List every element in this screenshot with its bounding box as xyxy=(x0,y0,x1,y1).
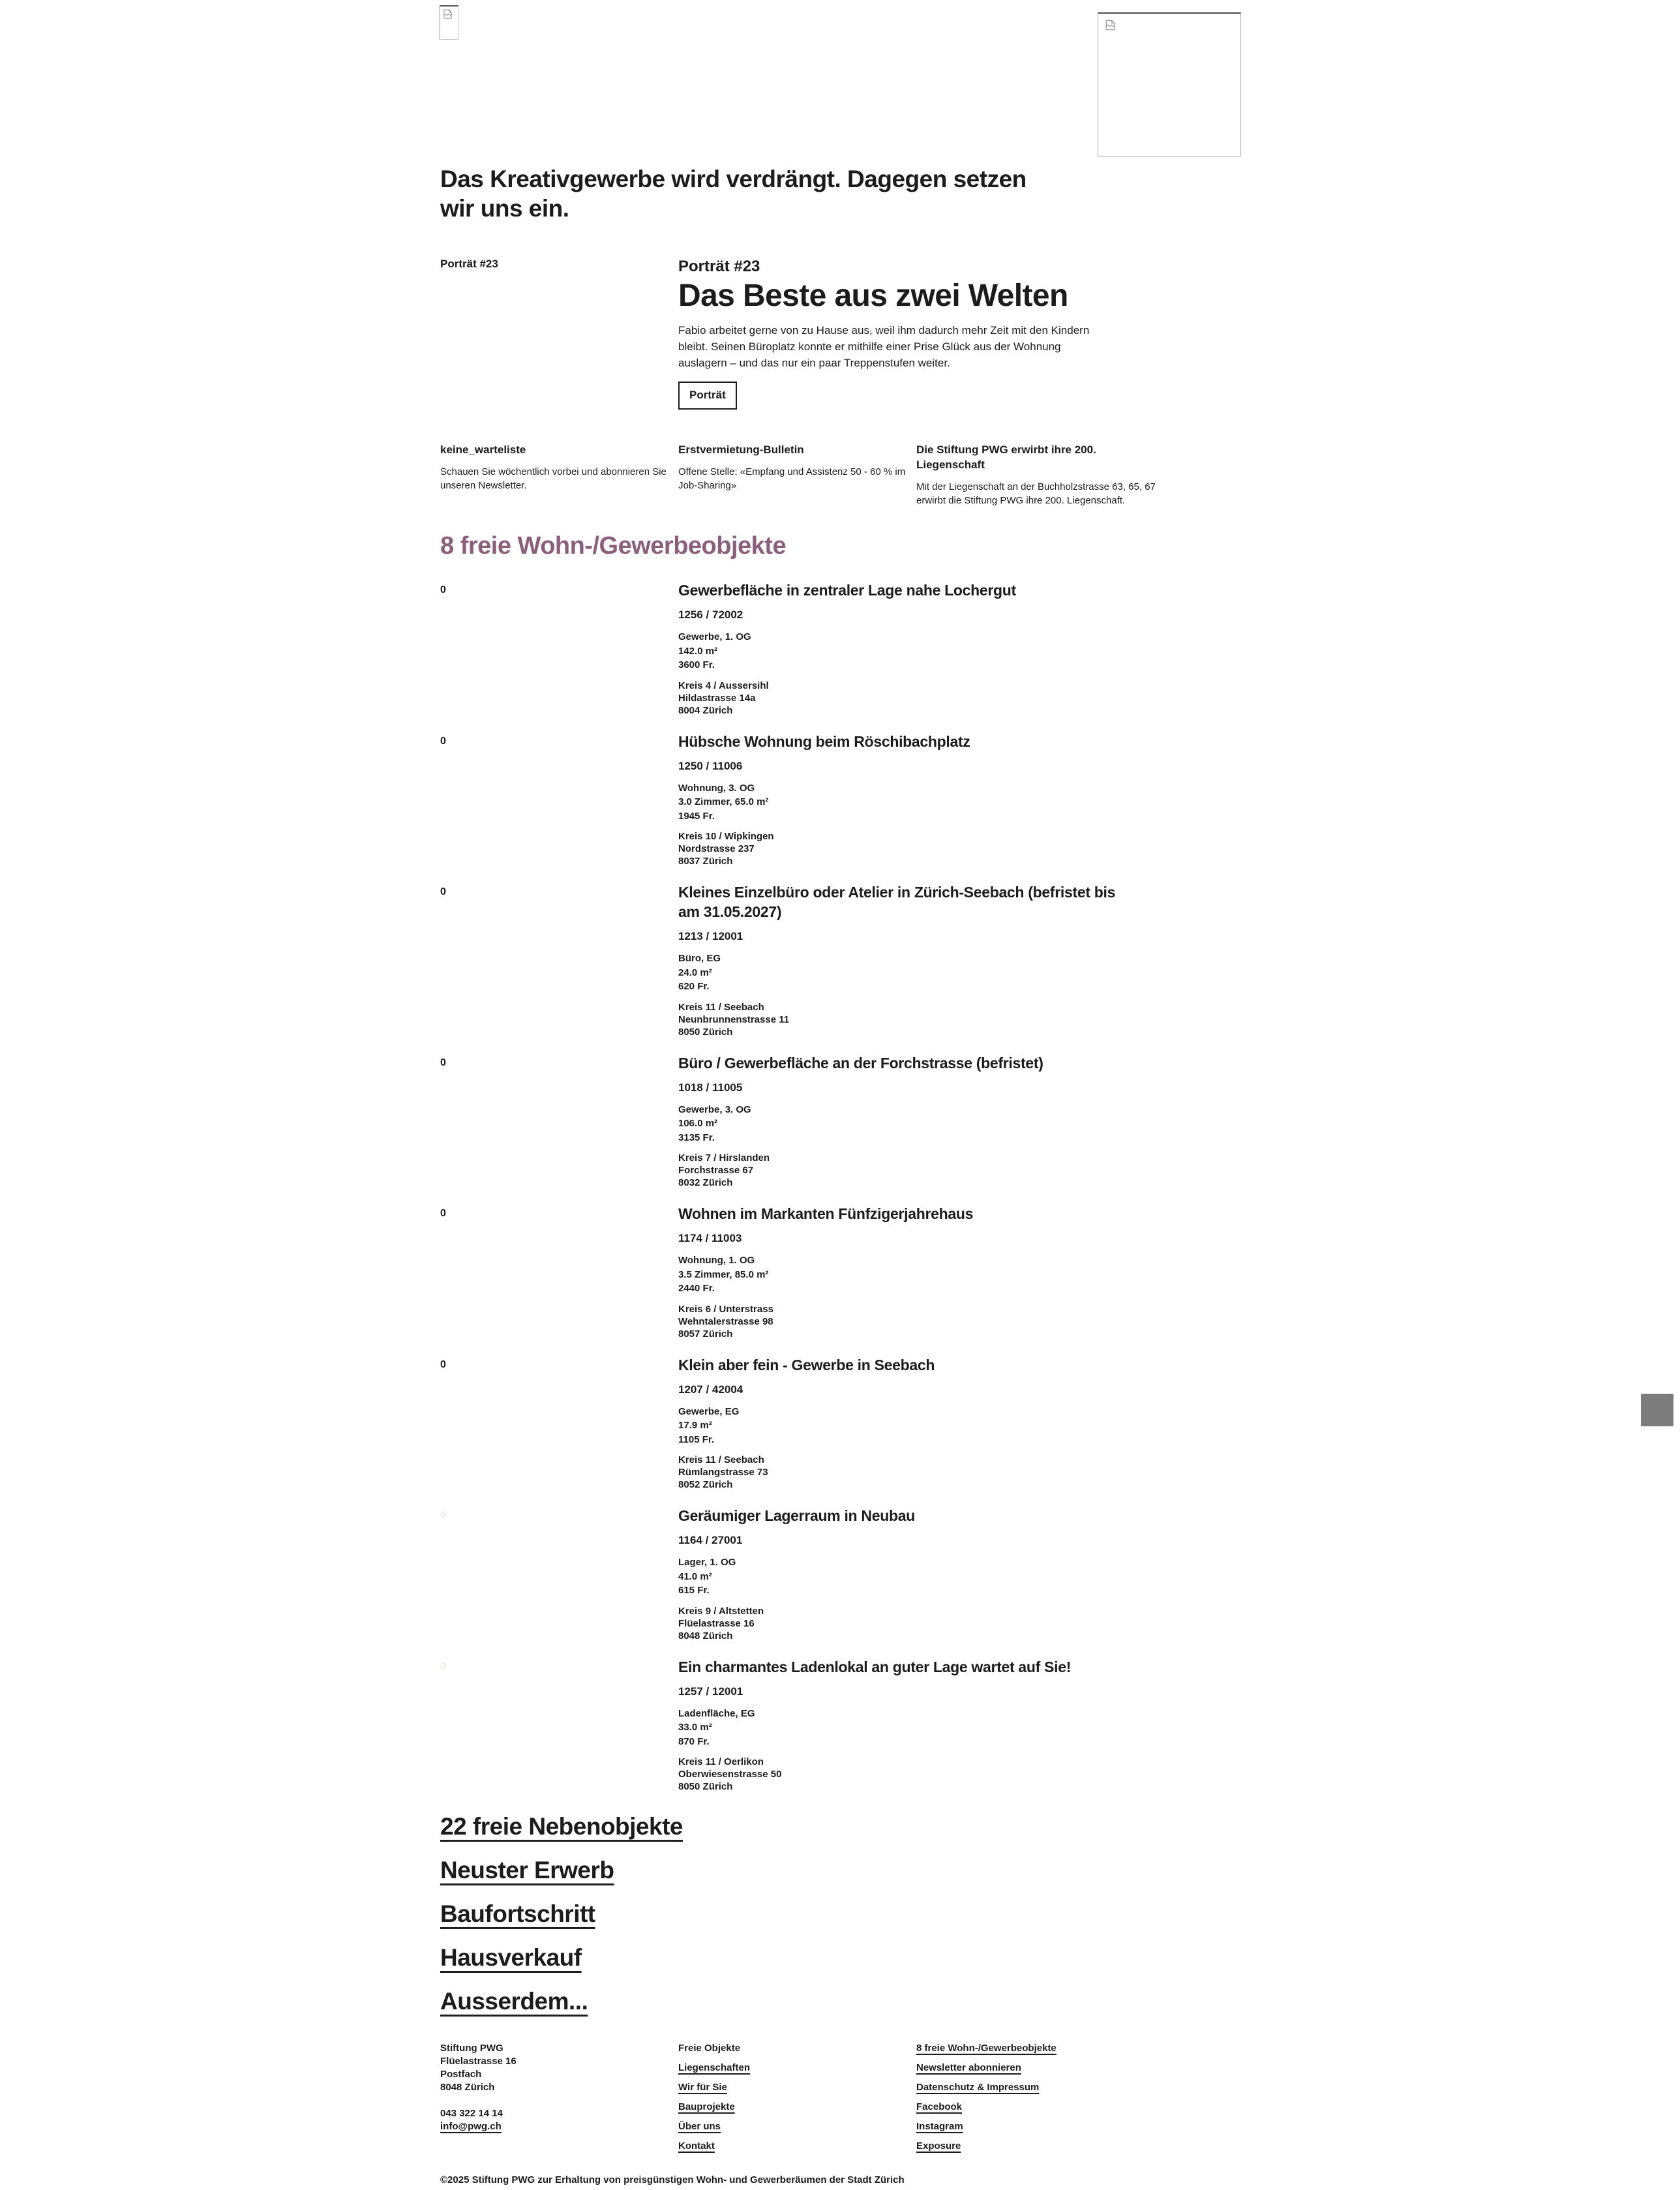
portrait-section xyxy=(440,257,1680,410)
listing-image-placeholder: 0 xyxy=(440,1057,446,1068)
footer-contact xyxy=(440,2107,678,2133)
listing-address-block xyxy=(678,680,1135,717)
text-line: Wohnung, 3. OG xyxy=(678,782,755,794)
intro-heading: Das Kreativgewerbe wird verdrängt. Dagegen setzen wir uns ein. xyxy=(440,166,1027,222)
listing-image-placeholder: 0 xyxy=(440,1660,446,1672)
text-line: Kreis 9 / Altstetten xyxy=(678,1605,764,1617)
listing-row xyxy=(440,1053,1680,1190)
footer-email-link[interactable]: info@pwg.ch xyxy=(440,2121,502,2132)
footer-link-kontakt[interactable]: Kontakt xyxy=(678,2140,715,2152)
listings xyxy=(440,580,1680,1793)
footer-link-ueber-uns[interactable]: Über uns xyxy=(678,2121,721,2132)
text-line: 8032 Zürich xyxy=(678,1177,733,1188)
footer-phone: 043 322 14 14 xyxy=(440,2108,503,2119)
text-line: 2440 Fr. xyxy=(678,1283,715,1294)
portrait-kicker-left: Porträt #23 xyxy=(440,258,498,270)
footer-link-liegenschaften[interactable]: Liegenschaften xyxy=(678,2062,751,2073)
text-line: 8050 Zürich xyxy=(678,1026,733,1038)
text-line: Kreis 11 / Oerlikon xyxy=(678,1756,764,1767)
copyright-notice: ©2025 Stiftung PWG zur Erhaltung von preisgünstigen Wohn- und Gewerberäumen der Stadt Zürich xyxy=(440,2174,905,2185)
listing-row xyxy=(440,882,1680,1038)
broken-image-placeholder-large xyxy=(1098,12,1241,157)
teaser-title[interactable]: Die Stiftung PWG erwirbt ihre 200. Liegenschaft xyxy=(916,443,1096,471)
listing-row xyxy=(440,1204,1680,1340)
listing-type-block xyxy=(678,781,1135,824)
listing-row xyxy=(440,1657,1680,1793)
link-ausserdem[interactable]: Ausserdem... xyxy=(440,1988,588,2015)
listing-row xyxy=(440,732,1680,868)
listing-title-link[interactable]: Klein aber fein - Gewerbe in Seebach xyxy=(678,1356,935,1373)
text-line: 142.0 m² xyxy=(678,645,718,657)
broken-image-icon xyxy=(442,8,458,20)
listing-title-link[interactable]: Kleines Einzelbüro oder Atelier in Zürich-Seebach (befristet bis am 31.05.2027) xyxy=(678,884,1116,920)
listing-details xyxy=(678,1053,1135,1190)
text-line: 615 Fr. xyxy=(678,1585,710,1596)
text-line: 1105 Fr. xyxy=(678,1433,715,1445)
link-hausverkauf[interactable]: Hausverkauf xyxy=(440,1944,582,1971)
listing-details xyxy=(678,1204,1135,1340)
listing-details xyxy=(678,1506,1135,1642)
text-line: Wehntalerstrasse 98 xyxy=(678,1315,773,1327)
listing-id: 1257 / 12001 xyxy=(678,1685,743,1698)
text-line: 1945 Fr. xyxy=(678,810,715,822)
text-line: 3135 Fr. xyxy=(678,1132,715,1143)
link-baufortschritt[interactable]: Baufortschritt xyxy=(440,1900,595,1927)
footer xyxy=(440,2042,1680,2159)
listing-type-block xyxy=(678,1707,1135,1749)
portrait-main xyxy=(678,257,1680,410)
listing-id: 1256 / 72002 xyxy=(678,608,743,621)
footer-link-bauprojekte[interactable]: Bauprojekte xyxy=(678,2101,735,2112)
listing-row xyxy=(440,1506,1680,1642)
broken-image-placeholder-small xyxy=(440,5,458,40)
text-line: Forchstrasse 67 xyxy=(678,1165,754,1176)
text-line: Kreis 11 / Seebach xyxy=(678,1001,764,1013)
scroll-to-top-button[interactable] xyxy=(1641,1394,1673,1426)
listing-image-placeholder: 0 xyxy=(440,735,446,747)
listing-type-block xyxy=(678,1103,1135,1145)
text-line: Flüelastrasse 16 xyxy=(678,1617,755,1629)
listing-id: 1213 / 12001 xyxy=(678,930,743,942)
teaser-title[interactable]: Erstvermietung-Bulletin xyxy=(678,443,804,456)
text-line: Wohnung, 1. OG xyxy=(678,1255,755,1266)
link-neuster-erwerb[interactable]: Neuster Erwerb xyxy=(440,1857,614,1883)
text-line: Kreis 10 / Wipkingen xyxy=(678,831,774,842)
listing-type-block xyxy=(678,1405,1135,1447)
text-line: Gewerbe, 3. OG xyxy=(678,1103,751,1115)
teaser-body: Schauen Sie wöchentlich vorbei und abonnieren Sie unseren Newsletter. xyxy=(440,466,667,491)
teaser-row xyxy=(440,442,1680,507)
listing-type-block xyxy=(678,1555,1135,1598)
listing-row xyxy=(440,580,1680,717)
text-line: Kreis 7 / Hirslanden xyxy=(678,1152,770,1163)
text-line: 24.0 m² xyxy=(678,967,712,978)
text-line: Kreis 11 / Seebach xyxy=(678,1454,764,1465)
text-line: Nordstrasse 237 xyxy=(678,843,755,854)
listing-image-placeholder: 0 xyxy=(440,1510,446,1521)
listing-details xyxy=(678,1355,1135,1492)
listing-details xyxy=(678,580,1135,717)
text-line: 41.0 m² xyxy=(678,1570,712,1582)
listing-address-block xyxy=(678,830,1135,867)
text-line: Kreis 4 / Aussersihl xyxy=(678,680,769,691)
text-line: 3.0 Zimmer, 65.0 m² xyxy=(678,796,769,807)
portrait-title: Das Beste aus zwei Welten xyxy=(678,278,1068,313)
listing-address-block xyxy=(678,1152,1135,1189)
footer-link-wir-fuer-sie[interactable]: Wir für Sie xyxy=(678,2082,727,2093)
text-line: 8052 Zürich xyxy=(678,1479,733,1490)
listing-id: 1207 / 42004 xyxy=(678,1383,743,1396)
text-line: Hildastrasse 14a xyxy=(678,692,756,704)
text-line: 870 Fr. xyxy=(678,1735,710,1747)
portrait-button[interactable]: Porträt xyxy=(678,382,737,410)
listing-details xyxy=(678,882,1135,1038)
listing-image-placeholder: 0 xyxy=(440,584,446,595)
text-line: 8004 Zürich xyxy=(678,704,733,716)
text-line: Ladenfläche, EG xyxy=(678,1707,755,1719)
listing-id: 1250 / 11006 xyxy=(678,759,743,772)
listing-type-block xyxy=(678,1253,1135,1296)
listing-title-link[interactable]: Ein charmantes Ladenlokal an guter Lage wartet auf Sie! xyxy=(678,1658,1072,1675)
listing-details xyxy=(678,732,1135,868)
teaser-erstvermietung-bulletin xyxy=(678,442,916,507)
text-line: Lager, 1. OG xyxy=(678,1557,736,1568)
footer-link-freie-objekte[interactable]: Freie Objekte xyxy=(678,2043,741,2054)
listing-address-block xyxy=(678,1001,1135,1038)
listing-title-link[interactable]: Hübsche Wohnung beim Röschibachplatz xyxy=(678,732,970,750)
footer-link-datenschutz-impressum[interactable]: Datenschutz & Impressum xyxy=(916,2082,1040,2093)
text-line: 3600 Fr. xyxy=(678,659,715,670)
text-line: Gewerbe, 1. OG xyxy=(678,631,751,642)
link-22-freie-nebenobjekte[interactable]: 22 freie Nebenobjekte xyxy=(440,1813,683,1840)
listing-type-block xyxy=(678,952,1135,994)
footer-street: Flüelastrasse 16 xyxy=(440,2056,517,2067)
footer-org-name: Stiftung PWG xyxy=(440,2043,503,2054)
broken-image-icon xyxy=(1104,19,1240,31)
teaser-newsletter xyxy=(440,442,678,507)
text-line: 3.5 Zimmer, 85.0 m² xyxy=(678,1268,769,1280)
text-line: 8057 Zürich xyxy=(678,1328,733,1340)
teaser-body: Offene Stelle: «Empfang und Assistenz 50 - 60 % im Job-Sharing» xyxy=(678,466,906,491)
listing-address-block xyxy=(678,1605,1135,1642)
footer-link-instagram[interactable]: Instagram xyxy=(916,2121,963,2132)
listing-address-block xyxy=(678,1756,1135,1793)
text-line: Neunbrunnenstrasse 11 xyxy=(678,1013,790,1025)
text-line: Kreis 6 / Unterstrass xyxy=(678,1303,773,1315)
listing-title-link[interactable]: Büro / Gewerbefläche an der Forchstrasse (befristet) xyxy=(678,1054,1043,1072)
footer-link-facebook[interactable]: Facebook xyxy=(916,2101,963,2112)
footer-link-newsletter-abonnieren[interactable]: Newsletter abonnieren xyxy=(916,2062,1021,2073)
listing-id: 1174 / 11003 xyxy=(678,1232,742,1244)
text-line: 17.9 m² xyxy=(678,1420,712,1431)
listing-details xyxy=(678,1657,1135,1793)
teaser-body: Mit der Liegenschaft an der Buchholzstrasse 63, 65, 67 erwirbt die Stiftung PWG ihre 200. Liegenschaft. xyxy=(916,481,1156,506)
listing-title-link[interactable]: Gewerbefläche in zentraler Lage nahe Lochergut xyxy=(678,582,1016,599)
footer-pobox: Postfach xyxy=(440,2069,482,2080)
portrait-kicker: Porträt #23 xyxy=(678,258,760,275)
footer-link-freie-wohn-gewerbeobjekte[interactable]: 8 freie Wohn-/Gewerbeobjekte xyxy=(916,2043,1057,2054)
listing-image-placeholder: 0 xyxy=(440,1358,446,1370)
text-line: 8048 Zürich xyxy=(678,1630,733,1642)
text-line: Gewerbe, EG xyxy=(678,1405,740,1417)
listing-address-block xyxy=(678,1454,1135,1491)
listing-row xyxy=(440,1355,1680,1492)
teaser-title[interactable]: keine_warteliste xyxy=(440,443,526,456)
listing-title-link[interactable]: Wohnen im Markanten Fünfzigerjahrehaus xyxy=(678,1205,974,1222)
footer-city: 8048 Zürich xyxy=(440,2082,495,2093)
footer-nav-column-1 xyxy=(678,2042,916,2159)
footer-nav-column-2 xyxy=(916,2042,1680,2159)
portrait-body-text: Fabio arbeitet gerne von zu Hause aus, weil ihm dadurch mehr Zeit mit den Kindern bleibt. Seinen Büroplatz konnte er mithilfe einer Prise Glück aus der Wohnung auslagern – und das nur ein paar Treppenstufen weiter. xyxy=(678,324,1090,369)
listing-id: 1164 / 27001 xyxy=(678,1534,743,1546)
listing-address-block xyxy=(678,1303,1135,1340)
text-line: 106.0 m² xyxy=(678,1118,718,1129)
more-links xyxy=(440,1812,1680,2016)
teaser-liegenschaft-200 xyxy=(916,442,1680,507)
text-line: 33.0 m² xyxy=(678,1722,712,1733)
text-line: Oberwiesenstrasse 50 xyxy=(678,1769,782,1780)
text-line: 620 Fr. xyxy=(678,981,710,992)
free-objects-heading: 8 freie Wohn-/Gewerbeobjekte xyxy=(440,532,787,560)
text-line: 8037 Zürich xyxy=(678,856,733,867)
listing-type-block xyxy=(678,630,1135,672)
text-line: Büro, EG xyxy=(678,953,721,964)
listing-id: 1018 / 11005 xyxy=(678,1081,743,1094)
listing-title-link[interactable]: Geräumiger Lagerraum in Neubau xyxy=(678,1507,915,1524)
text-line: 8050 Zürich xyxy=(678,1781,733,1792)
footer-address-column xyxy=(440,2042,678,2159)
listing-image-placeholder: 0 xyxy=(440,886,446,897)
footer-link-exposure[interactable]: Exposure xyxy=(916,2140,961,2152)
text-line: Rümlangstrasse 73 xyxy=(678,1467,768,1478)
listing-image-placeholder: 0 xyxy=(440,1208,446,1219)
